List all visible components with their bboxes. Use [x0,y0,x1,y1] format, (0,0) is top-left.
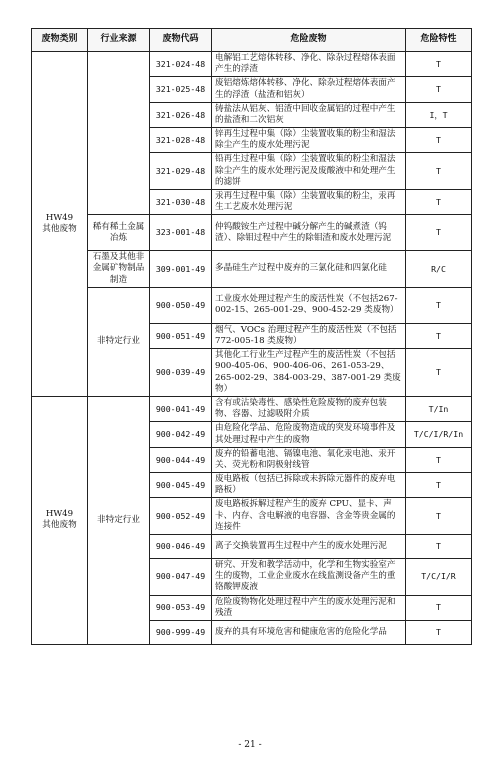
waste-code: 321-026-48 [150,102,212,127]
waste-description: 废弃的铅蓄电池、镉镍电池、氧化汞电池、汞开关、荧光粉和阴极射线管 [212,447,406,472]
waste-code: 900-039-49 [150,349,212,397]
waste-description: 废电路板拆解过程产生的废弃 CPU、显卡、声卡、内存、含电解液的电容器、含金等贵金属的连接件 [212,498,406,535]
waste-code: 900-045-49 [150,473,212,498]
hazard-property: I，T [406,102,472,127]
header-property: 危险特性 [406,29,472,52]
waste-code: 900-042-49 [150,422,212,447]
hazard-property: T [406,215,472,251]
table-row [32,397,472,422]
hazard-property: T [406,323,472,348]
hazard-property: T [406,153,472,190]
table-row [32,251,472,288]
waste-description: 锌再生过程中集（除）尘装置收集的粉尘和湿法除尘产生的废水处理污泥 [212,128,406,153]
header-code: 废物代码 [150,29,212,52]
waste-description: 离子交换装置再生过程中产生的废水处理污泥 [212,534,406,558]
industry-source-nonspecific: 非特定行业 [88,397,150,645]
header-waste: 危险废物 [212,29,406,52]
category-label-a: HW49 其他废物 [42,212,77,235]
waste-description: 仲钨酸铵生产过程中碱分解产生的碱煮渣（钨渣）、除钼过程中产生的除钼渣和废水处理污泥 [212,215,406,251]
waste-code: 900-999-49 [150,620,212,644]
industry-source-nonspecific: 非特定行业 [88,287,150,396]
hazard-property: T [406,498,472,535]
waste-code: 900-051-49 [150,323,212,348]
waste-description: 研究、开发和教学活动中，化学和生物实验室产生的废物，工业企业废水在线监测设备产生的重铬酸钾废液 [212,558,406,595]
waste-code: 309-001-49 [150,251,212,288]
hazard-property: T [406,595,472,620]
waste-code: 900-041-49 [150,397,212,422]
waste-code: 900-044-49 [150,447,212,472]
page-number: - 21 - [238,740,262,750]
waste-description: 废弃的具有环境危害和健康危害的危险化学品 [212,620,406,644]
waste-description: 汞再生过程中集（除）尘装置收集的粉尘，汞再生工艺废水处理污泥 [212,189,406,214]
hazard-property: T [406,189,472,214]
table-row [32,287,472,323]
waste-description: 废铝熔炼熔体转移、净化、除杂过程熔体表面产生的浮渣（盐渣和铝灰） [212,77,406,102]
table-row [32,215,472,251]
hazard-property: T [406,473,472,498]
hazard-property: T [406,77,472,102]
hazard-property: T [406,620,472,644]
industry-source: 石墨及其他非金属矿物制品制造 [88,251,150,288]
waste-description: 铅再生过程中集（除）尘装置收集的粉尘和湿法除尘产生的废水处理污泥及废酸液中和处理产生的滤饼 [212,153,406,190]
category-cell-hw49-b [32,397,88,645]
waste-description: 烟气、VOCs 治理过程产生的废活性炭（不包括772-005-18 类废物） [212,323,406,348]
hazardous-waste-table [31,28,472,645]
waste-description: 电解铝工艺熔体转移、净化、除杂过程熔体表面产生的浮渣 [212,52,406,77]
waste-description: 多晶硅生产过程中废弃的三氯化硅和四氯化硅 [212,251,406,288]
category-label-b: HW49 其他废物 [42,509,77,531]
waste-code: 321-029-48 [150,153,212,190]
hazard-property: T [406,287,472,323]
waste-description: 含有或沾染毒性、感染性危险废物的废弃包装物、容器、过滤吸附介质 [212,397,406,422]
header-category: 废物类别 [32,29,88,52]
hazard-property: T [406,52,472,77]
waste-code: 321-024-48 [150,52,212,77]
hazard-property: T [406,447,472,472]
waste-code: 321-025-48 [150,77,212,102]
category-cell-hw49-a [32,52,88,397]
waste-description: 工业废水处理过程产生的废活性炭（不包括267-002-15、265-001-29、900-452-29 类废物） [212,287,406,323]
waste-code: 321-030-48 [150,189,212,214]
waste-code: 900-050-49 [150,287,212,323]
waste-description: 危险废物物化处理过程中产生的废水处理污泥和残渣 [212,595,406,620]
waste-code: 321-028-48 [150,128,212,153]
hazard-property: T [406,534,472,558]
industry-source: 稀有稀土金属冶炼 [88,215,150,251]
source-cell-empty [88,52,150,215]
header-source: 行业来源 [88,29,150,52]
hazard-property: T/In [406,397,472,422]
hazard-property: T/C/I/R [406,558,472,595]
waste-code: 900-052-49 [150,498,212,535]
waste-code: 900-046-49 [150,534,212,558]
waste-code: 323-001-48 [150,215,212,251]
waste-description: 废电路板（包括已拆除或未拆除元器件的废弃电路板） [212,473,406,498]
waste-code: 900-053-49 [150,595,212,620]
hazard-property: R/C [406,251,472,288]
waste-description: 由危险化学品、危险废物造成的突发环境事件及其处理过程中产生的废物 [212,422,406,447]
table-header-row [32,29,472,52]
table-row [32,52,472,77]
waste-description: 其他化工行业生产过程产生的废活性炭（不包括900-405-06、900-406-06、261-053-29、265-002-29、384-003-29、387-001-29 类废物） [212,349,406,397]
hazard-property: T [406,128,472,153]
hazard-property: T/C/I/R/In [406,422,472,447]
waste-code: 900-047-49 [150,558,212,595]
hazard-property: T [406,349,472,397]
waste-description: 铸盐法从铝灰、铝渣中回收金属铝的过程中产生的盐渣和二次铝灰 [212,102,406,127]
